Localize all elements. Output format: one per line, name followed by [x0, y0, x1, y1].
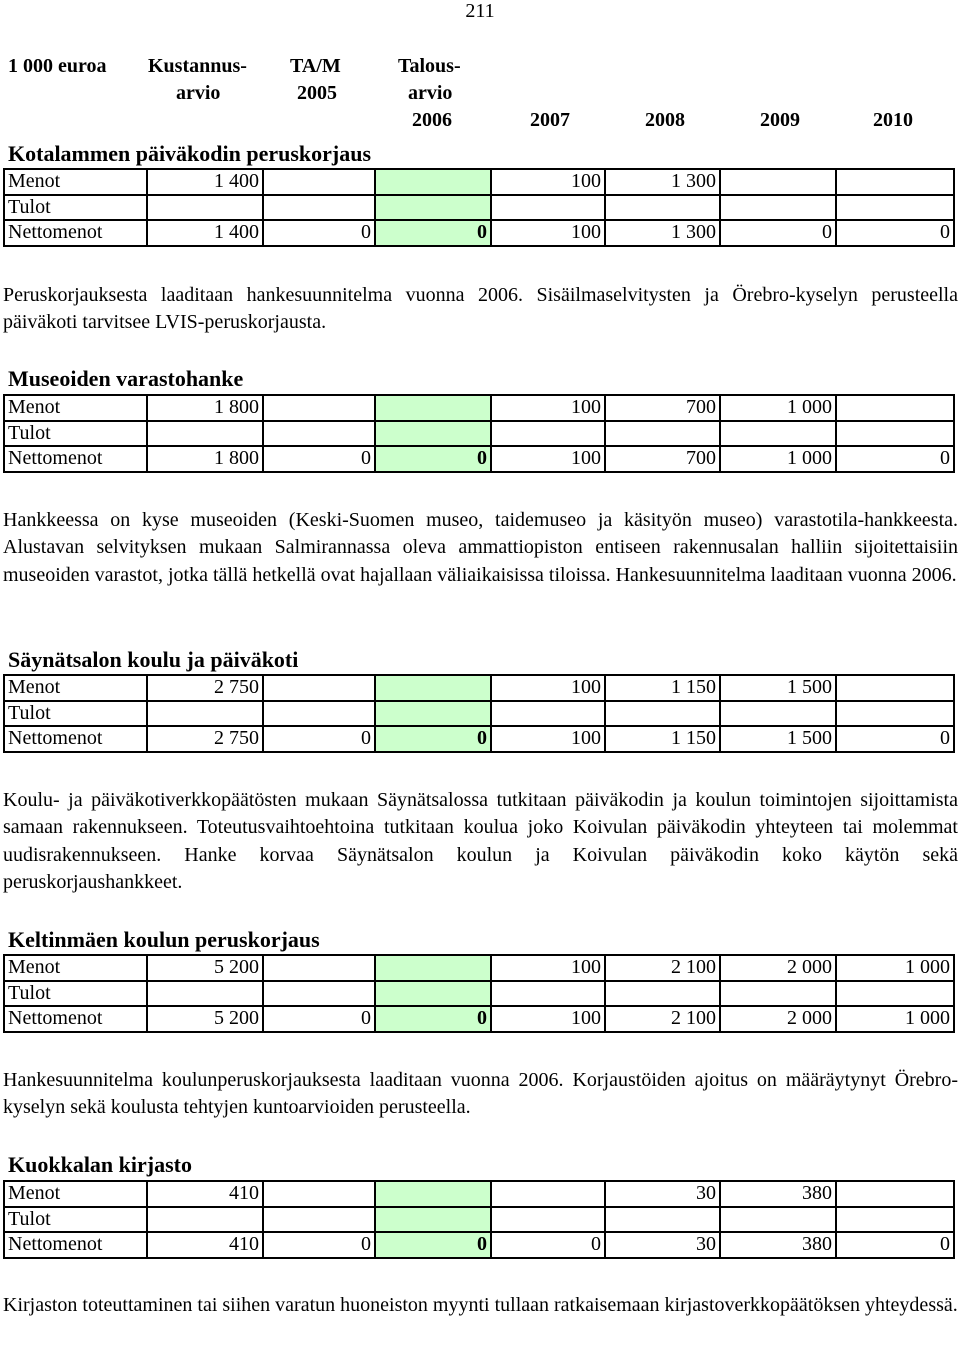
header-cost-line1: Kustannus-: [148, 55, 247, 77]
value-cell-tam: 0: [263, 220, 375, 246]
value-cell-y2009: [720, 701, 836, 727]
value-cell-y2010: 0: [836, 726, 954, 752]
header-year-2008: 2008: [645, 109, 685, 131]
finance-table: [3, 1180, 955, 1259]
section-description: Hankkeessa on kyse museoiden (Keski-Suomen museo, taidemuseo ja käsityön museo) varastotila-hankkeesta. Alustavan selvityksen mukaan Salmirannassa oleva ammattiopiston entiseen rakennusalan halliin sijoitettaisiin museoiden varastot, jotka tällä hetkellä ovat hajallaan väliaikaisissa tiloissa. Hankesuunnitelma laaditaan vuonna 2006.: [3, 509, 958, 586]
value-cell-y2009: 0: [720, 220, 836, 246]
row-label: Tulot: [4, 981, 147, 1007]
value-cell-y2008: [605, 421, 720, 447]
page-number: 211: [465, 0, 495, 22]
header-year-2010: 2010: [873, 109, 913, 131]
value-cell-budget: [375, 955, 491, 981]
value-cell-y2007: 100: [491, 955, 605, 981]
table-row: [4, 1006, 954, 1032]
value-cell-tam: 0: [263, 1232, 375, 1258]
row-label: Menot: [4, 955, 147, 981]
unit-label: 1 000 euroa: [8, 55, 107, 77]
header-cost-estimate: [148, 53, 247, 107]
section-description: Kirjaston toteuttaminen tai siihen varatun huoneiston myynti tullaan ratkaisemaan kirjastoverkkopäätöksen yhteydessä.: [3, 1294, 958, 1316]
value-cell-cost: [147, 195, 263, 221]
value-cell-budget: 0: [375, 220, 491, 246]
value-cell-y2009: 2 000: [720, 955, 836, 981]
value-cell-y2009: [720, 1207, 836, 1233]
table-row: [4, 395, 954, 421]
value-cell-y2009: [720, 421, 836, 447]
row-label: Tulot: [4, 701, 147, 727]
finance-table: [3, 954, 955, 1033]
row-label: Nettomenot: [4, 446, 147, 472]
value-cell-tam: 0: [263, 726, 375, 752]
value-cell-y2010: [836, 395, 954, 421]
value-cell-y2010: [836, 1207, 954, 1233]
value-cell-y2010: 0: [836, 1232, 954, 1258]
value-cell-y2010: [836, 675, 954, 701]
value-cell-y2010: 1 000: [836, 955, 954, 981]
finance-table: [3, 394, 955, 473]
table-row: [4, 1207, 954, 1233]
value-cell-budget: [375, 1181, 491, 1207]
table-row: [4, 1181, 954, 1207]
value-cell-y2008: 2 100: [605, 1006, 720, 1032]
value-cell-y2009: 380: [720, 1232, 836, 1258]
value-cell-y2008: 1 300: [605, 220, 720, 246]
row-label: Nettomenot: [4, 220, 147, 246]
value-cell-y2010: [836, 195, 954, 221]
table-row: [4, 1232, 954, 1258]
value-cell-cost: 5 200: [147, 1006, 263, 1032]
value-cell-y2009: 1 500: [720, 726, 836, 752]
value-cell-cost: [147, 701, 263, 727]
value-cell-cost: 2 750: [147, 675, 263, 701]
value-cell-tam: [263, 421, 375, 447]
value-cell-budget: [375, 1207, 491, 1233]
table-row: [4, 421, 954, 447]
value-cell-tam: [263, 1181, 375, 1207]
value-cell-y2007: 100: [491, 675, 605, 701]
value-cell-y2010: [836, 421, 954, 447]
value-cell-y2008: 1 150: [605, 726, 720, 752]
row-label: Nettomenot: [4, 1006, 147, 1032]
row-label: Menot: [4, 1181, 147, 1207]
row-label: Menot: [4, 395, 147, 421]
header-budget-line2: arvio: [408, 82, 453, 104]
section-title: Museoiden varastohanke: [8, 366, 244, 391]
value-cell-tam: [263, 981, 375, 1007]
value-cell-cost: 5 200: [147, 955, 263, 981]
table-row: [4, 726, 954, 752]
row-label: Nettomenot: [4, 726, 147, 752]
row-label: Menot: [4, 675, 147, 701]
value-cell-y2008: 1 150: [605, 675, 720, 701]
value-cell-tam: [263, 701, 375, 727]
value-cell-tam: [263, 169, 375, 195]
value-cell-budget: [375, 675, 491, 701]
value-cell-y2009: 1 500: [720, 675, 836, 701]
value-cell-y2009: 2 000: [720, 1006, 836, 1032]
value-cell-tam: [263, 395, 375, 421]
value-cell-cost: [147, 981, 263, 1007]
header-budget: [398, 53, 461, 134]
row-label: Tulot: [4, 421, 147, 447]
value-cell-cost: [147, 1207, 263, 1233]
value-cell-y2007: [491, 981, 605, 1007]
value-cell-budget: [375, 395, 491, 421]
value-cell-y2007: [491, 195, 605, 221]
header-cost-line2: arvio: [176, 82, 221, 104]
value-cell-tam: [263, 955, 375, 981]
value-cell-tam: [263, 675, 375, 701]
section-title: Säynätsalon koulu ja päiväkoti: [8, 647, 299, 672]
value-cell-tam: [263, 195, 375, 221]
table-row: [4, 169, 954, 195]
value-cell-cost: 1 800: [147, 395, 263, 421]
section-title: Keltinmäen koulun peruskorjaus: [8, 927, 320, 952]
header-budget-line1: Talous-: [398, 55, 461, 77]
value-cell-y2007: [491, 1207, 605, 1233]
value-cell-y2010: [836, 1181, 954, 1207]
row-label: Tulot: [4, 195, 147, 221]
value-cell-cost: 410: [147, 1232, 263, 1258]
value-cell-budget: 0: [375, 1006, 491, 1032]
value-cell-y2010: [836, 981, 954, 1007]
table-row: [4, 955, 954, 981]
header-budget-line3: 2006: [412, 109, 452, 131]
table-row: [4, 701, 954, 727]
header-year-2009: 2009: [760, 109, 800, 131]
value-cell-y2008: 700: [605, 395, 720, 421]
section-description: Hankesuunnitelma koulunperuskorjauksesta laaditaan vuonna 2006. Korjaustöiden ajoitus on määräytynyt Örebro-kyselyn sekä koulusta tehtyjen kuntoarvioiden perusteella.: [3, 1069, 958, 1119]
value-cell-y2007: [491, 421, 605, 447]
value-cell-budget: 0: [375, 726, 491, 752]
finance-table: [3, 674, 955, 753]
header-tam-line2: 2005: [297, 82, 337, 104]
table-row: [4, 220, 954, 246]
value-cell-y2010: [836, 169, 954, 195]
table-row: [4, 195, 954, 221]
value-cell-tam: 0: [263, 446, 375, 472]
value-cell-tam: 0: [263, 1006, 375, 1032]
value-cell-y2010: 1 000: [836, 1006, 954, 1032]
value-cell-cost: [147, 421, 263, 447]
value-cell-budget: [375, 701, 491, 727]
value-cell-y2009: 1 000: [720, 395, 836, 421]
value-cell-y2008: [605, 701, 720, 727]
value-cell-y2008: 30: [605, 1181, 720, 1207]
value-cell-budget: [375, 421, 491, 447]
value-cell-y2007: [491, 1181, 605, 1207]
value-cell-cost: 1 400: [147, 220, 263, 246]
value-cell-y2008: 30: [605, 1232, 720, 1258]
value-cell-y2009: [720, 195, 836, 221]
row-label: Nettomenot: [4, 1232, 147, 1258]
value-cell-y2007: 100: [491, 395, 605, 421]
header-year-2007: 2007: [530, 109, 570, 131]
row-label: Menot: [4, 169, 147, 195]
value-cell-budget: 0: [375, 446, 491, 472]
value-cell-y2007: 100: [491, 220, 605, 246]
value-cell-y2007: 0: [491, 1232, 605, 1258]
value-cell-y2007: 100: [491, 1006, 605, 1032]
value-cell-y2009: 1 000: [720, 446, 836, 472]
value-cell-y2007: 100: [491, 726, 605, 752]
value-cell-cost: 410: [147, 1181, 263, 1207]
value-cell-y2007: [491, 701, 605, 727]
value-cell-budget: [375, 169, 491, 195]
value-cell-budget: 0: [375, 1232, 491, 1258]
table-row: [4, 446, 954, 472]
table-row: [4, 675, 954, 701]
row-label: Tulot: [4, 1207, 147, 1233]
value-cell-y2007: 100: [491, 169, 605, 195]
value-cell-cost: 1 400: [147, 169, 263, 195]
value-cell-y2008: [605, 195, 720, 221]
header-tam: [290, 53, 341, 107]
section-description: Koulu- ja päiväkotiverkkopäätösten mukaan Säynätsalossa tutkitaan päiväkodin ja koulun toimintojen sijoittamista samaan rakennukseen. Toteutusvaihtoehtoina tutkitaan koulua joko Koivulan päiväkodin yhteyteen tai molemmat uudisrakennukseen. Hanke korvaa Säynätsalon koulun ja Koivulan päiväkodin koko käytön sekä peruskorjaushankkeet.: [3, 789, 958, 893]
section-title: Kotalammen päiväkodin peruskorjaus: [8, 141, 372, 166]
value-cell-y2007: 100: [491, 446, 605, 472]
value-cell-y2009: [720, 169, 836, 195]
value-cell-y2010: [836, 701, 954, 727]
value-cell-y2008: 700: [605, 446, 720, 472]
value-cell-y2008: 1 300: [605, 169, 720, 195]
header-tam-line1: TA/M: [290, 55, 341, 77]
section-description: Peruskorjauksesta laaditaan hankesuunnitelma vuonna 2006. Sisäilmaselvitysten ja Örebro-kyselyn perusteella päiväkoti tarvitsee LVIS-peruskorjausta.: [3, 284, 958, 334]
value-cell-budget: [375, 195, 491, 221]
value-cell-y2008: [605, 981, 720, 1007]
section-title: Kuokkalan kirjasto: [8, 1152, 192, 1177]
value-cell-cost: 2 750: [147, 726, 263, 752]
value-cell-y2008: [605, 1207, 720, 1233]
value-cell-y2009: 380: [720, 1181, 836, 1207]
value-cell-y2009: [720, 981, 836, 1007]
finance-table: [3, 168, 955, 247]
value-cell-y2010: 0: [836, 446, 954, 472]
value-cell-y2008: 2 100: [605, 955, 720, 981]
value-cell-budget: [375, 981, 491, 1007]
value-cell-y2010: 0: [836, 220, 954, 246]
value-cell-cost: 1 800: [147, 446, 263, 472]
table-row: [4, 981, 954, 1007]
value-cell-tam: [263, 1207, 375, 1233]
